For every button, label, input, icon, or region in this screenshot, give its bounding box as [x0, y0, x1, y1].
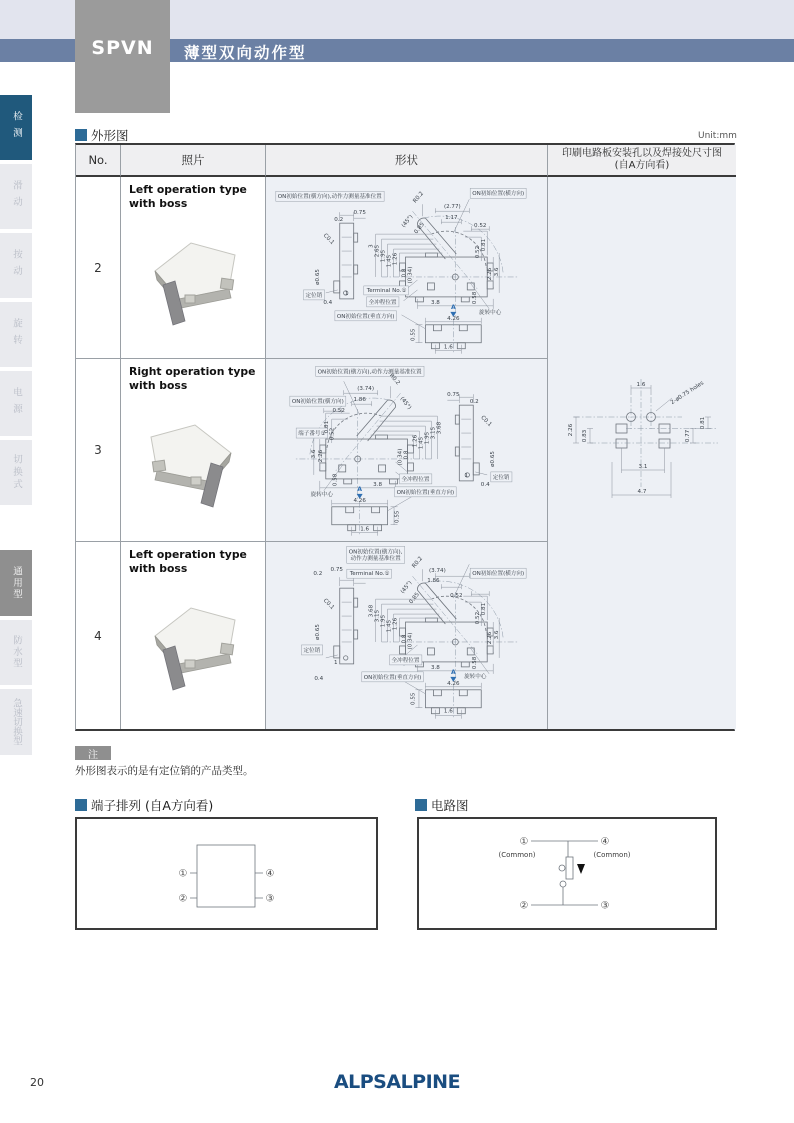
press-direction-arrow-icon — [577, 864, 585, 874]
terminal-diagram-box — [75, 817, 378, 930]
section-title-text: 外形图 — [91, 128, 129, 143]
svg-text:定位销: 定位销 — [305, 292, 323, 299]
svg-text:2.26: 2.26 — [487, 631, 494, 645]
sidebar-tab-detect — [0, 95, 32, 160]
row-no — [76, 359, 121, 542]
svg-text:1: 1 — [464, 472, 469, 479]
svg-text:全冲程位置: 全冲程位置 — [401, 476, 430, 483]
terminal-2: ② — [178, 893, 188, 905]
svg-text:0.55: 0.55 — [410, 692, 417, 705]
col-header-text: No. — [88, 153, 108, 167]
svg-text:0.75: 0.75 — [330, 567, 343, 574]
svg-text:C0.1: C0.1 — [321, 597, 336, 612]
product-photo — [133, 407, 253, 515]
sidebar-tab-label: 防水型 — [11, 635, 22, 670]
svg-text:0.55: 0.55 — [394, 510, 401, 523]
svg-text:Terminal No.①: Terminal No.① — [366, 287, 407, 294]
svg-text:3.68: 3.68 — [368, 604, 375, 618]
col-header-no — [76, 145, 121, 177]
svg-text:(0.34): (0.34) — [397, 448, 404, 466]
svg-text:1.6: 1.6 — [636, 382, 646, 388]
section-square-icon — [75, 799, 87, 811]
svg-text:0.81: 0.81 — [323, 420, 330, 434]
col-header-text: 印刷电路板安装孔以及焊接处尺寸图 — [562, 147, 722, 159]
svg-text:(45°): (45°) — [398, 396, 413, 412]
svg-text:ON初始位置(垂直方向): ON初始位置(垂直方向) — [363, 674, 422, 681]
row-no-text: 2 — [94, 260, 102, 275]
svg-text:1.45: 1.45 — [418, 436, 425, 450]
svg-text:1.26: 1.26 — [392, 252, 399, 266]
terminal-3: ③ — [265, 893, 275, 905]
svg-text:0.2: 0.2 — [469, 399, 479, 406]
terminal-section-title — [75, 796, 213, 814]
svg-text:端子番号①: 端子番号① — [298, 431, 326, 438]
svg-text:(45°): (45°) — [399, 580, 414, 596]
product-photo — [133, 225, 253, 333]
circuit-diagram-box — [417, 817, 717, 930]
photo-cell — [121, 177, 266, 359]
photo-title-line2: with boss — [129, 562, 188, 576]
shape-drawing-cell — [266, 177, 548, 359]
svg-text:1.95: 1.95 — [380, 614, 387, 628]
svg-text:旋转中心: 旋转中心 — [310, 491, 333, 498]
photo-title — [129, 548, 257, 576]
svg-text:(3.74): (3.74) — [428, 568, 446, 575]
sidebar-tab-label: 滑动 — [11, 180, 22, 213]
col-header-photo — [121, 145, 266, 177]
photo-title — [129, 365, 257, 393]
svg-text:4.26: 4.26 — [447, 680, 460, 687]
sidebar-tab-label: 急速切换型 — [11, 698, 22, 746]
svg-text:0.58: 0.58 — [472, 291, 479, 305]
model-name: SPVN — [91, 37, 154, 59]
svg-text:C0.1: C0.1 — [479, 414, 493, 429]
col-header-text: 照片 — [181, 153, 205, 167]
page-title: 薄型双向动作型 — [184, 44, 307, 62]
col-header-text: (自A方向看) — [614, 160, 670, 171]
svg-text:定位销: 定位销 — [303, 647, 321, 654]
svg-text:全冲程位置: 全冲程位置 — [368, 299, 397, 306]
svg-text:ON初始位置(垂直方向): ON初始位置(垂直方向) — [336, 313, 395, 320]
photo-title-line2: with boss — [129, 197, 188, 211]
outline-section-title — [75, 126, 129, 144]
svg-text:1.6: 1.6 — [360, 526, 370, 533]
note-text: 外形图表示的是有定位销的产品类型。 — [75, 765, 254, 777]
svg-text:(2.77): (2.77) — [443, 204, 461, 211]
note-badge: 注 — [75, 746, 111, 760]
sidebar-tab-toggle — [0, 440, 32, 505]
svg-text:旋转中心: 旋转中心 — [464, 673, 487, 680]
svg-text:R0.2: R0.2 — [412, 190, 426, 205]
svg-text:4.7: 4.7 — [637, 489, 647, 495]
photo-title-line1: Right operation type — [129, 365, 256, 378]
terminal-1: ① — [178, 868, 188, 880]
pcb-hole-drawing — [560, 367, 724, 517]
col-header-pcb — [548, 145, 736, 177]
svg-text:2.26: 2.26 — [568, 423, 574, 437]
svg-text:0.4: 0.4 — [323, 299, 333, 306]
circuit-terminal-4: ④ — [600, 836, 610, 848]
section-square-icon — [75, 129, 87, 141]
svg-text:3.15: 3.15 — [430, 426, 437, 440]
svg-text:1: 1 — [344, 290, 349, 297]
svg-text:旋转中心: 旋转中心 — [479, 309, 502, 316]
outline-table — [75, 143, 735, 731]
svg-text:0.85: 0.85 — [413, 221, 426, 236]
alpsalpine-logo: ALPSALPINE — [333, 1071, 461, 1093]
drawing-labels — [276, 188, 526, 350]
circuit-terminal-2: ② — [519, 900, 529, 912]
svg-text:0.52: 0.52 — [329, 427, 336, 441]
sidebar-tab-label: 电源 — [11, 387, 22, 420]
shape-drawing-cell — [266, 359, 548, 542]
svg-text:1.6: 1.6 — [443, 344, 453, 351]
svg-text:1: 1 — [333, 659, 338, 666]
svg-text:0.52: 0.52 — [475, 245, 482, 259]
svg-text:1.26: 1.26 — [412, 434, 419, 448]
svg-text:0.83: 0.83 — [582, 429, 588, 443]
svg-text:A: A — [357, 485, 363, 493]
svg-text:2-ø0.75 holes: 2-ø0.75 holes — [669, 380, 706, 407]
svg-text:3: 3 — [368, 244, 375, 248]
col-header-text: 形状 — [395, 153, 418, 167]
sidebar-tab-label: 通用型 — [11, 565, 22, 601]
svg-text:R0.2: R0.2 — [411, 555, 425, 570]
circuit-terminal-1: ① — [519, 836, 529, 848]
svg-text:ON初始位置(横方向): ON初始位置(横方向) — [472, 191, 525, 198]
svg-text:0.52: 0.52 — [474, 223, 487, 230]
terminal-diagram — [77, 819, 376, 928]
row-no-text: 4 — [94, 628, 102, 643]
section-square-icon — [415, 799, 427, 811]
svg-text:1.45: 1.45 — [386, 619, 393, 633]
svg-text:R0.2: R0.2 — [387, 372, 401, 387]
sidebar-tab-general — [0, 550, 32, 616]
svg-text:ON初始位置(横方向),动作力测量基准位置: ON初始位置(横方向),动作力测量基准位置 — [317, 369, 422, 376]
col-header-shape — [266, 145, 548, 177]
svg-text:0.81: 0.81 — [481, 238, 488, 252]
svg-text:ON初始位置(横方向): ON初始位置(横方向) — [472, 571, 525, 578]
svg-text:定位销: 定位销 — [492, 474, 510, 481]
svg-text:0.58: 0.58 — [472, 656, 479, 670]
section-title-text: 电路图 — [431, 798, 469, 813]
svg-text:2.26: 2.26 — [487, 267, 494, 281]
svg-text:1.95: 1.95 — [380, 249, 387, 263]
photo-cell — [121, 542, 266, 729]
product-photo — [133, 590, 253, 698]
svg-text:动作力测量基准位置: 动作力测量基准位置 — [350, 556, 401, 563]
sidebar-tab-label: 旋转 — [11, 318, 22, 351]
photo-title-line1: Left operation type — [129, 183, 247, 196]
svg-text:0.4: 0.4 — [314, 675, 324, 682]
svg-text:ø0.65: ø0.65 — [490, 451, 497, 467]
svg-text:0.2: 0.2 — [313, 571, 323, 578]
sidebar-tab-slide — [0, 164, 32, 229]
unit-label: Unit:mm — [698, 131, 737, 141]
terminal-4: ④ — [265, 868, 275, 880]
circuit-section-title — [415, 796, 469, 814]
row-no — [76, 542, 121, 729]
drawing-labels — [290, 366, 512, 532]
svg-text:2.65: 2.65 — [374, 244, 381, 258]
svg-text:ø0.65: ø0.65 — [314, 269, 321, 285]
svg-text:1.26: 1.26 — [392, 617, 399, 631]
svg-text:0.52: 0.52 — [450, 593, 463, 600]
svg-text:0.8: 0.8 — [401, 634, 408, 644]
svg-text:3.8: 3.8 — [430, 664, 440, 671]
svg-text:0.55: 0.55 — [410, 328, 417, 341]
svg-text:0.2: 0.2 — [334, 217, 344, 224]
svg-text:1.86: 1.86 — [427, 578, 440, 585]
circuit-terminal-3: ③ — [600, 900, 610, 912]
pcb-hole-cell — [548, 177, 736, 729]
row-no-text: 3 — [94, 443, 102, 457]
sidebar-tab-power — [0, 371, 32, 436]
svg-text:3.15: 3.15 — [374, 609, 381, 623]
common-label-left: (Common) — [498, 851, 536, 859]
sidebar-tab-rotary — [0, 302, 32, 367]
common-label-right: (Common) — [593, 851, 631, 859]
svg-text:ON初始位置(横方向),动作力测量基准位置: ON初始位置(横方向),动作力测量基准位置 — [277, 194, 382, 201]
svg-text:ON初始位置(垂直方向): ON初始位置(垂直方向) — [396, 489, 455, 496]
photo-title-line2: with boss — [129, 379, 188, 393]
svg-text:3.8: 3.8 — [373, 481, 383, 488]
svg-text:1.95: 1.95 — [424, 431, 431, 445]
svg-text:3.6: 3.6 — [494, 630, 501, 640]
svg-text:0.8: 0.8 — [403, 450, 410, 460]
svg-text:0.77: 0.77 — [685, 429, 691, 443]
svg-text:(45°): (45°) — [400, 214, 415, 230]
shape-drawing — [266, 177, 547, 357]
shape-drawing — [266, 359, 547, 539]
svg-text:ON初始位置(横方向): ON初始位置(横方向) — [291, 399, 344, 406]
svg-text:0.81: 0.81 — [481, 602, 488, 616]
sidebar-tab-label: 切换式 — [11, 453, 22, 492]
svg-text:(0.34): (0.34) — [407, 632, 414, 650]
svg-text:ON初始位置(横方向),: ON初始位置(横方向), — [348, 549, 403, 556]
row-no — [76, 177, 121, 359]
sidebar-tab-label: 检测 — [11, 111, 22, 144]
svg-text:4.26: 4.26 — [353, 497, 366, 504]
pcb-labels — [568, 380, 706, 495]
svg-text:3.6: 3.6 — [310, 449, 317, 459]
svg-text:0.81: 0.81 — [700, 416, 706, 430]
page-number: 20 — [30, 1076, 44, 1089]
svg-text:C0.1: C0.1 — [321, 232, 336, 247]
svg-text:0.85: 0.85 — [408, 591, 421, 606]
svg-text:Terminal No.①: Terminal No.① — [349, 571, 390, 578]
svg-text:0.52: 0.52 — [475, 611, 482, 625]
sidebar-tab-push — [0, 233, 32, 298]
svg-text:4.26: 4.26 — [447, 315, 460, 322]
svg-text:3.8: 3.8 — [430, 299, 440, 306]
shape-drawing-cell — [266, 542, 548, 729]
svg-text:0.8: 0.8 — [401, 268, 408, 278]
photo-title-line1: Left operation type — [129, 548, 247, 561]
svg-text:A: A — [450, 303, 456, 311]
svg-text:1.6: 1.6 — [443, 708, 453, 715]
photo-title — [129, 183, 257, 211]
svg-text:1.86: 1.86 — [353, 397, 366, 404]
svg-text:0.75: 0.75 — [447, 392, 460, 399]
svg-text:A: A — [450, 668, 456, 676]
drawing-labels — [301, 546, 526, 714]
circuit-diagram — [419, 819, 715, 928]
svg-text:0.52: 0.52 — [332, 408, 345, 415]
sidebar-tab-snap — [0, 689, 32, 755]
svg-text:1.17: 1.17 — [445, 215, 458, 222]
svg-text:3.6: 3.6 — [494, 267, 501, 277]
svg-text:3.68: 3.68 — [436, 421, 443, 435]
svg-text:(0.34): (0.34) — [407, 266, 414, 284]
svg-text:0.58: 0.58 — [332, 473, 339, 487]
shape-drawing — [266, 542, 547, 726]
section-title-text: 端子排列 (自A方向看) — [91, 798, 214, 813]
svg-text:3.1: 3.1 — [638, 464, 648, 470]
svg-text:0.75: 0.75 — [353, 210, 366, 217]
svg-text:(3.74): (3.74) — [357, 386, 375, 393]
sidebar-tab-waterproof — [0, 620, 32, 685]
sidebar-tab-label: 按动 — [11, 249, 22, 282]
photo-cell — [121, 359, 266, 542]
svg-text:1.45: 1.45 — [386, 254, 393, 268]
svg-text:ø0.65: ø0.65 — [314, 624, 321, 640]
svg-text:2.26: 2.26 — [317, 449, 324, 463]
svg-text:0.4: 0.4 — [480, 481, 490, 488]
svg-text:全冲程位置: 全冲程位置 — [391, 657, 420, 664]
